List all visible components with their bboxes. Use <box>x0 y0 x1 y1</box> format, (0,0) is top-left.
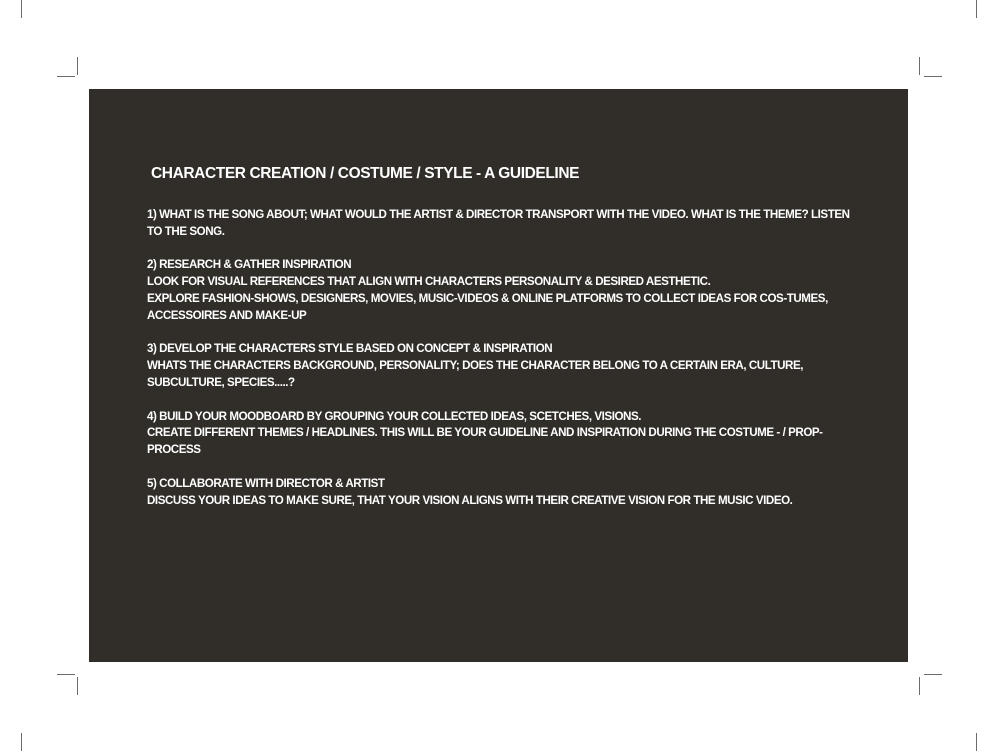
guideline-step-2 <box>147 257 859 324</box>
crop-mark <box>919 677 920 695</box>
crop-mark <box>924 674 942 675</box>
guideline-body <box>147 207 859 526</box>
guideline-step-5 <box>147 476 859 510</box>
step-text: WHATS THE CHARACTERS BACKGROUND, PERSONALITY; DOES THE CHARACTER BELONG TO A CERTAIN ERA, CULTURE, SUBCULTURE, SPECIES.....? <box>147 359 804 389</box>
guideline-step-3 <box>147 341 859 391</box>
step-text: CREATE DIFFERENT THEMES / HEADLINES. THIS WILL BE YOUR GUIDELINE AND INSPIRATION DURING THE COSTUME - / PROP-PROCESS <box>147 426 823 457</box>
crop-mark <box>21 733 22 751</box>
step-text: 1) WHAT IS THE SONG ABOUT; WHAT WOULD THE ARTIST & DIRECTOR TRANSPORT WITH THE VIDEO. WHAT IS THE THEME? LISTEN TO THE SONG. <box>147 208 850 238</box>
crop-mark <box>976 733 977 751</box>
guideline-step-1 <box>147 207 859 241</box>
step-heading: 4) BUILD YOUR MOODBOARD BY GROUPING YOUR COLLECTED IDEAS, SCETCHES, VISIONS. <box>147 409 642 423</box>
crop-mark <box>919 57 920 75</box>
crop-mark <box>57 674 75 675</box>
crop-mark <box>924 76 942 77</box>
crop-mark <box>77 677 78 695</box>
step-text: LOOK FOR VISUAL REFERENCES THAT ALIGN WITH CHARACTERS PERSONALITY & DESIRED AESTHETIC. <box>147 275 711 289</box>
step-text: DISCUSS YOUR IDEAS TO MAKE SURE, THAT YOUR VISION ALIGNS WITH THEIR CREATIVE VISION FOR THE MUSIC VIDEO. <box>147 493 793 507</box>
crop-mark <box>57 76 75 77</box>
crop-mark <box>77 57 78 75</box>
step-heading: 3) DEVELOP THE CHARACTERS STYLE BASED ON CONCEPT & INSPIRATION <box>147 342 553 356</box>
content-panel <box>89 89 908 662</box>
guideline-step-4 <box>147 409 859 459</box>
crop-mark <box>21 0 22 18</box>
step-text: EXPLORE FASHION-SHOWS, DESIGNERS, MOVIES, MUSIC-VIDEOS & ONLINE PLATFORMS TO COLLECT IDEAS FOR COS-TUMES, ACCESSOIRES AND MAKE-UP <box>147 291 828 322</box>
document-title: CHARACTER CREATION / COSTUME / STYLE - A GUIDELINE <box>151 165 580 182</box>
step-heading: 2) RESEARCH & GATHER INSPIRATION <box>147 258 352 272</box>
step-heading: 5) COLLABORATE WITH DIRECTOR & ARTIST <box>147 476 385 490</box>
crop-mark <box>976 0 977 18</box>
